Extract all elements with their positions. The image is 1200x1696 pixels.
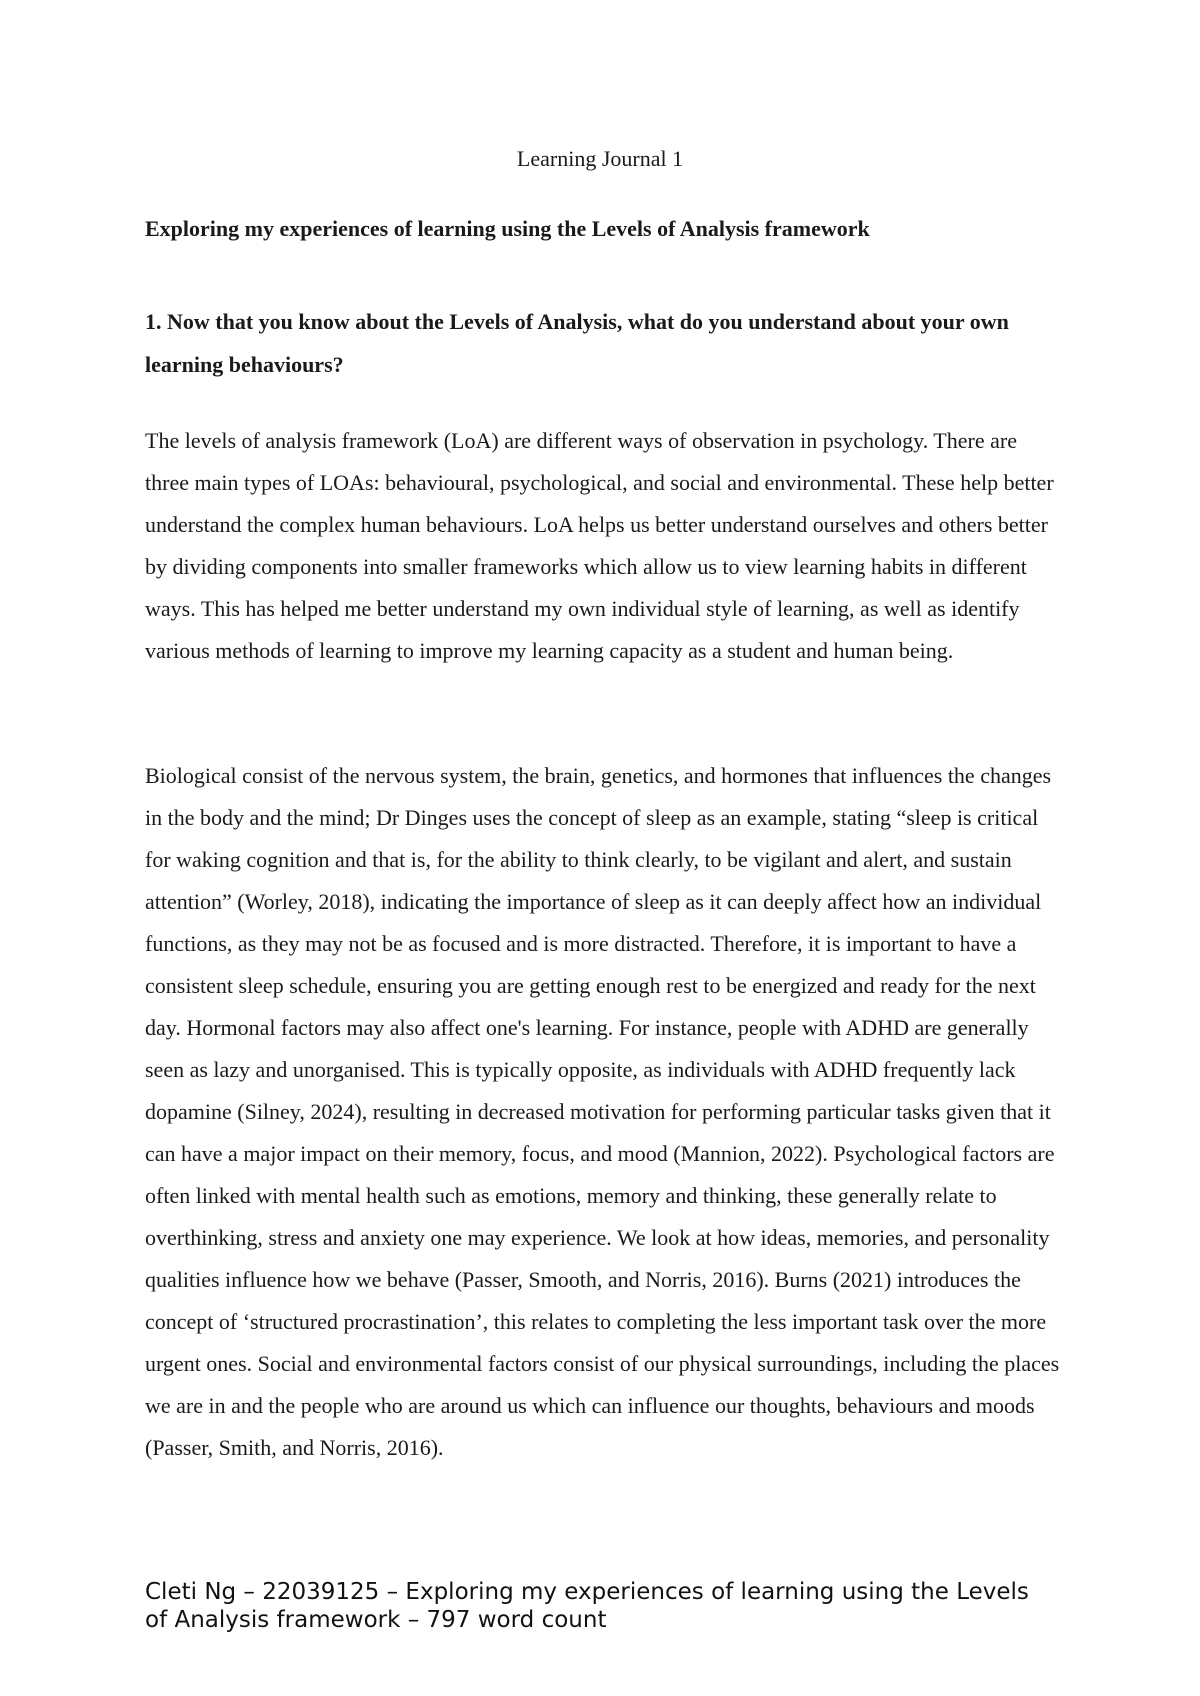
body-paragraph-2: Biological consist of the nervous system, the brain, genetics, and hormones that influences the changes in the body and the mind; Dr Dinges uses the concept of sleep as an example, stating “sleep is critical for waking cognition and that is, for the ability to think clearly, to be vigilant and alert, and sustain attention” (Worley, 2018), indicating the importance of sleep as it can deeply affect how an individual functions, as they may not be as focused and is more distracted. Therefore, it is important to have a consistent sleep schedule, ensuring you are getting enough rest to be energized and ready for the next day. Hormonal factors may also affect one's learning. For instance, people with ADHD are generally seen as lazy and unorganised. This is typically opposite, as individuals with ADHD frequently lack dopamine (Silney, 2024), resulting in decreased motivation for performing particular tasks given that it can have a major impact on their memory, focus, and mood (Mannion, 2022). Psychological factors are often linked with mental health such as emotions, memory and thinking, these generally relate to overthinking, stress and anxiety one may experience. We look at how ideas, memories, and personality qualities influence how we behave (Passer, Smooth, and Norris, 2016). Burns (2021) introduces the concept of ‘structured procrastination’, this relates to completing the less important task over the more urgent ones. Social and environmental factors consist of our physical surroundings, including the places we are in and the people who are around us which can influence our thoughts, behaviours and moods (Passer, Smith, and Norris, 2016). (145, 763, 1060, 1460)
document-title: Learning Journal 1 (516, 146, 684, 171)
document-footer: Cleti Ng – 22039125 – Exploring my experiences of learning using the Levels of Analysis framework – 797 word count (145, 1579, 1029, 1633)
question-heading: 1. Now that you know about the Levels of Analysis, what do you understand about your own learning behaviours? (145, 309, 1009, 377)
document-subtitle: Exploring my experiences of learning using the Levels of Analysis framework (145, 216, 870, 241)
body-paragraph-1: The levels of analysis framework (LoA) are different ways of observation in psychology. There are three main types of LOAs: behavioural, psychological, and social and environmental. These help better understand the complex human behaviours. LoA helps us better understand ourselves and others better by dividing components into smaller frameworks which allow us to view learning habits in different ways. This has helped me better understand my own individual style of learning, as well as identify various methods of learning to improve my learning capacity as a student and human being. (145, 428, 1054, 663)
